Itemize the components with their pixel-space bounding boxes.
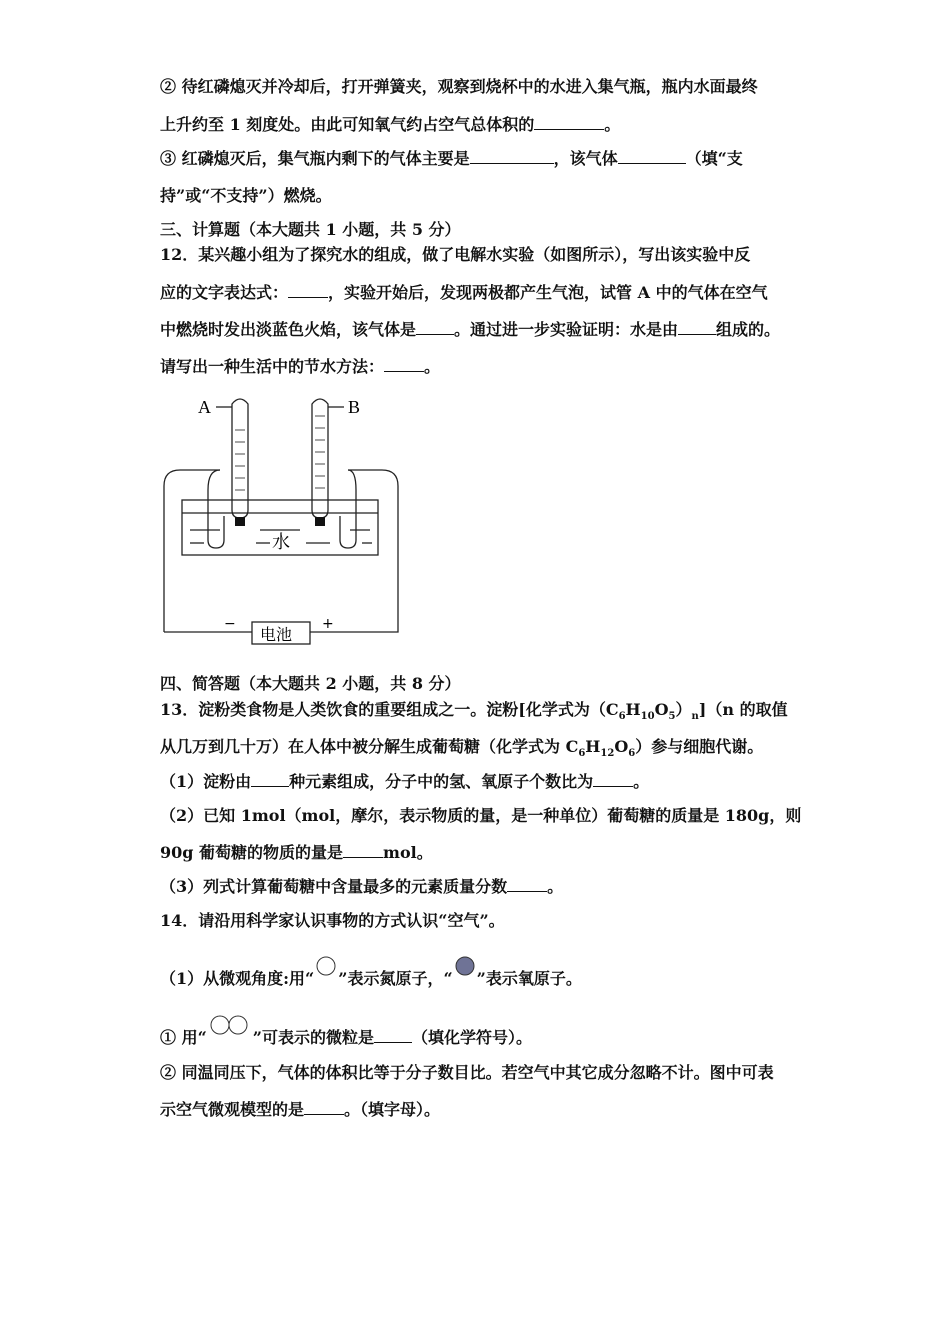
text-line: ③ 红磷熄灭后，集气瓶内剩下的气体主要是 ，该气体 （填“支 (160, 149, 743, 168)
section-heading: 四、简答题（本大题共 2 小题，共 8 分） (160, 674, 461, 693)
oxygen-atom-icon (453, 956, 477, 978)
text-line: 应的文字表达式： ，实验开始后，发现两极都产生气泡，试管 A 中的气体在空气 (160, 283, 768, 302)
answer-blank[interactable] (288, 283, 328, 298)
electrolysis-diagram (160, 390, 405, 650)
section-heading: 三、计算题（本大题共 1 小题，共 5 分） (160, 220, 461, 239)
question-13: 13．淀粉类食物是人类饮食的重要组成之一。淀粉[化学式为$(C_6H_{10}O_5)_n](n$ 的取值 (160, 700, 788, 723)
text-line: 持”或“不支持”）燃烧。 (160, 186, 332, 205)
answer-blank[interactable] (374, 1028, 412, 1043)
answer-blank[interactable] (534, 115, 604, 130)
answer-blank[interactable] (678, 320, 716, 335)
text-line: 90g 葡萄糖的物质的量是 mol。 (160, 843, 433, 862)
text-line: 中燃烧时发出淡蓝色火焰，该气体是 。通过进一步实验证明：水是由 组成的。 (160, 320, 781, 339)
text-line: ② 待红磷熄灭并冷却后，打开弹簧夹，观察到烧杯中的水进入集气瓶，瓶内水面最终 (160, 77, 758, 96)
text-line: （3）列式计算葡萄糖中含量最多的元素质量分数 。 (160, 877, 564, 896)
answer-blank[interactable] (416, 320, 454, 335)
text-line: 上升约至 1 刻度处。由此可知氧气约占空气总体积的 。 (160, 115, 621, 134)
plus-sign: + (322, 616, 334, 632)
water-label: 水 (272, 532, 290, 553)
answer-blank[interactable] (618, 149, 686, 164)
nitrogen-molecule-icon (207, 1015, 253, 1037)
question-14: 14．请沿用科学家认识事物的方式认识“空气”。 (160, 911, 505, 930)
label-a: A (198, 397, 211, 417)
text-line: ① 用“ ”可表示的微粒是 （填化学符号）。 (160, 1015, 532, 1048)
answer-blank[interactable] (470, 149, 554, 164)
label-b: B (348, 397, 361, 417)
text-line: 从几万到几十万）在人体中被分解生成葡萄糖（化学式为 $C_6H_{12}O_6$）参与细胞代谢。 (160, 737, 764, 760)
answer-blank[interactable] (343, 843, 383, 858)
electrode-a (235, 517, 245, 526)
text-line: （1）淀粉由 种元素组成，分子中的氢、氧原子个数比为 。 (160, 772, 650, 791)
answer-blank[interactable] (304, 1100, 344, 1115)
answer-blank[interactable] (593, 772, 633, 787)
electrode-b (315, 517, 325, 526)
answer-blank[interactable] (384, 357, 424, 372)
answer-blank[interactable] (251, 772, 289, 787)
nitrogen-atom-icon (314, 956, 338, 978)
minus-sign: − (224, 616, 236, 632)
text-line: （1）从微观角度:用“ ”表示氮原子，“ ”表示氧原子。 (160, 956, 582, 989)
text-line: （2）已知 1mol（mol，摩尔，表示物质的量，是一种单位）葡萄糖的质量是 180g，则 (160, 806, 802, 825)
answer-blank[interactable] (507, 877, 547, 892)
battery-label: 电池 (260, 625, 293, 644)
text-line: 请写出一种生活中的节水方法： 。 (160, 357, 441, 376)
text-line: 示空气微观模型的是 。（填字母）。 (160, 1100, 441, 1119)
text-line: ② 同温同压下，气体的体积比等于分子数目比。若空气中其它成分忽略不计。图中可表 (160, 1063, 774, 1082)
question-12: 12．某兴趣小组为了探究水的组成，做了电解水实验（如图所示），写出该实验中反 (160, 245, 751, 264)
